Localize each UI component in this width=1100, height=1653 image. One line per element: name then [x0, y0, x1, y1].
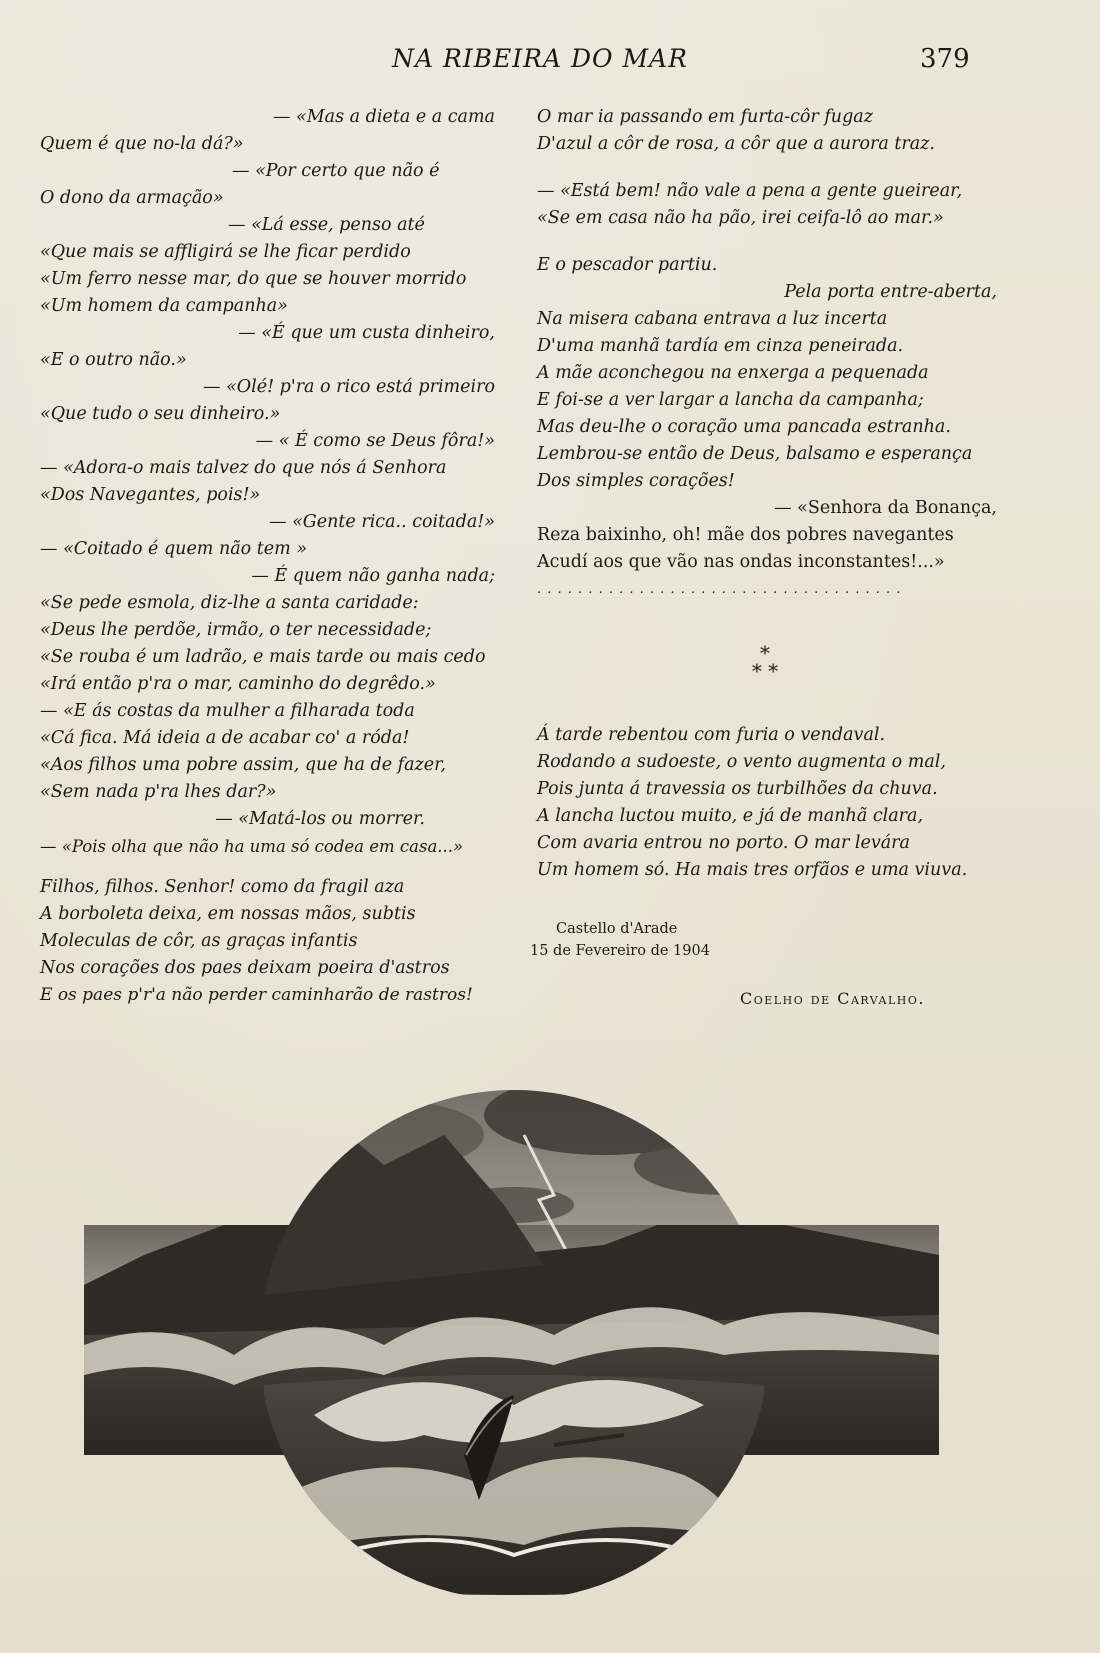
verse-line: — «Coitado é quem não tem »	[40, 539, 308, 559]
verse-line: D'uma manhã tardía em cinza peneirada.	[537, 336, 904, 356]
storm-sea-illustration	[84, 1055, 939, 1595]
verse-line: Mas deu-lhe o coração uma pancada estranha.	[537, 417, 951, 437]
verse-line: «E o outro não.»	[40, 350, 187, 370]
verse-line: — «Lá esse, penso até	[228, 215, 425, 235]
verse-line: E o pescador partiu.	[537, 255, 718, 275]
verse-line: A borboleta deixa, em nossas mãos, subtis	[40, 904, 416, 924]
verse-line: Reza baixinho, oh! mãe dos pobres navegantes	[537, 525, 954, 545]
stanza-break	[537, 158, 997, 178]
verse-line: Moleculas de côr, as graças infantis	[40, 931, 358, 951]
verse-line: — «E ás costas da mulher a filharada toda	[40, 701, 415, 721]
verse-line: Com avaria entrou no porto. O mar levára	[537, 833, 910, 853]
verse-line: — «Está bem! não vale a pena a gente gueirear,	[537, 181, 963, 201]
verse-line: — É quem não ganha nada;	[251, 566, 495, 586]
author-signature: Coelho de Carvalho.	[740, 989, 925, 1008]
asterism-top: *	[760, 641, 770, 665]
stormy-sea	[84, 1307, 939, 1595]
verse-line: — «Adora-o mais talvez do que nós á Senhora	[40, 458, 447, 478]
verse-line: «Um homem da campanha»	[40, 296, 288, 316]
left-column	[40, 104, 495, 1009]
verse-line: — «Mas a dieta e a cama	[272, 107, 495, 127]
verse-line: — «Por certo que não é	[232, 161, 440, 181]
date: 15 de Fevereiro de 1904	[530, 943, 710, 959]
verse-line: Pela porta entre-aberta,	[784, 282, 997, 302]
stanza-break	[40, 860, 495, 874]
verse-line: D'azul a côr de rosa, a côr que a aurora traz.	[537, 134, 935, 154]
verse-line: A mãe aconchegou na enxerga a pequenada	[537, 363, 929, 383]
ellipsis-rule: . . . . . . . . . . . . . . . . . . . . . . . . . . . . . . . . . . . .	[537, 582, 902, 597]
verse-line: — «Pois olha que não ha uma só codea em casa...»	[40, 837, 464, 856]
verse-line: Á tarde rebentou com furia o vendaval.	[537, 725, 886, 745]
verse-line: — «Matá-los ou morrer.	[215, 809, 425, 829]
verse-line: «Que tudo o seu dinheiro.»	[40, 404, 281, 424]
verse-line: — «Gente rica.. coitada!»	[269, 512, 495, 532]
verse-line: — «É que um custa dinheiro,	[238, 323, 495, 343]
verse-line: Pois junta á travessia os turbilhões da chuva.	[537, 779, 938, 799]
stanza-break	[537, 232, 997, 252]
verse-line: — «Olé! p'ra o rico está primeiro	[203, 377, 495, 397]
verse-line: O dono da armação»	[40, 188, 224, 208]
illustration-scene	[84, 1055, 939, 1595]
verse-line: Dos simples corações!	[537, 471, 735, 491]
verse-line: «Se pede esmola, diz-lhe a santa caridade:	[40, 593, 419, 613]
verse-line: Filhos, filhos. Senhor! como da fragil aza	[40, 877, 405, 897]
verse-line: Um homem só. Ha mais tres orfãos e uma viuva.	[537, 860, 968, 880]
verse-line: Nos corações dos paes deixam poeira d'astros	[40, 958, 450, 978]
verse-line: «Dos Navegantes, pois!»	[40, 485, 261, 505]
verse-line: «Um ferro nesse mar, do que se houver morrido	[40, 269, 467, 289]
right-column-final-stanza	[537, 722, 997, 884]
asterism	[735, 641, 795, 683]
verse-line: «Deus lhe perdõe, irmão, o ter necessidade;	[40, 620, 432, 640]
page-number: 379	[920, 44, 970, 74]
verse-line: Quem é que no-la dá?»	[40, 134, 244, 154]
verse-line: Na misera cabana entrava a luz incerta	[537, 309, 888, 329]
right-column	[537, 104, 997, 603]
place: Castello d'Arade	[556, 921, 678, 937]
verse-line: Acudí aos que vão nas ondas inconstantes!...»	[537, 552, 945, 572]
verse-line: «Aos filhos uma pobre assim, que ha de fazer,	[40, 755, 447, 775]
asterism-bottom: * *	[751, 659, 779, 683]
verse-line: O mar ia passando em furta-côr fugaz	[537, 107, 873, 127]
verse-line: «Cá fica. Má ideia a de acabar co' a róda!	[40, 728, 410, 748]
verse-line: Lembrou-se então de Deus, balsamo e esperança	[537, 444, 973, 464]
verse-line: Rodando a sudoeste, o vento augmenta o mal,	[537, 752, 946, 772]
verse-line: «Irá então p'ra o mar, caminho do degrêdo.»	[40, 674, 436, 694]
verse-line: E os paes p'r'a não perder caminharão de rastros!	[40, 985, 473, 1005]
verse-line: «Sem nada p'ra lhes dar?»	[40, 782, 277, 802]
place-and-date	[530, 918, 710, 962]
verse-line: «Se rouba é um ladrão, e mais tarde ou mais cedo	[40, 647, 486, 667]
verse-line: «Que mais se affligirá se lhe ficar perdido	[40, 242, 411, 262]
verse-line: «Se em casa não ha pão, irei ceifa-lô ao mar.»	[537, 208, 944, 228]
verse-line: — « É como se Deus fôra!»	[255, 431, 495, 451]
verse-line: E foi-se a ver largar a lancha da campanha;	[537, 390, 924, 410]
verse-line: A lancha luctou muito, e já de manhã clara,	[537, 806, 924, 826]
verse-line: — «Senhora da Bonança,	[774, 498, 997, 518]
running-title: NA RIBEIRA DO MAR	[392, 44, 688, 73]
